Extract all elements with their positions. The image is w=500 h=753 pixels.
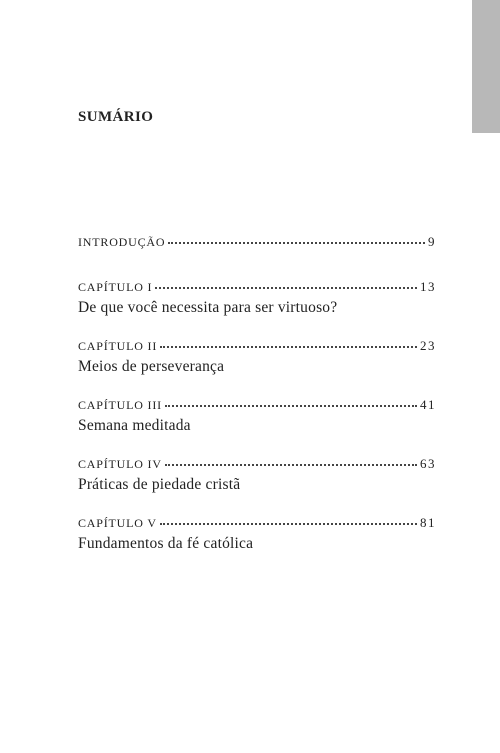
toc-label: CAPÍTULO V <box>78 516 157 530</box>
dot-leader <box>160 345 417 348</box>
dot-leader <box>155 286 417 289</box>
toc-line <box>78 337 436 355</box>
dot-leader <box>165 463 417 466</box>
toc-entry-chapter-2 <box>78 337 436 377</box>
toc-label: INTRODUÇÃO <box>78 235 166 249</box>
toc-page-number: 23 <box>420 338 436 353</box>
chapter-title: Meios de perseverança <box>78 358 225 375</box>
chapter-title: Semana meditada <box>78 417 191 434</box>
toc-label: CAPÍTULO I <box>78 280 153 294</box>
toc-entry-chapter-5 <box>78 514 436 554</box>
dot-leader <box>168 241 425 244</box>
chapter-title: De que você necessita para ser virtuoso? <box>78 299 338 316</box>
toc-line <box>78 455 436 473</box>
toc-page-number: 13 <box>420 279 436 294</box>
toc-page-number: 63 <box>420 456 436 471</box>
toc-entry-chapter-3 <box>78 396 436 436</box>
toc-line <box>78 396 436 414</box>
toc-entry-chapter-4 <box>78 455 436 495</box>
toc-line <box>78 233 436 251</box>
toc-page-number: 9 <box>428 234 436 249</box>
toc-label: CAPÍTULO II <box>78 339 158 353</box>
toc-line <box>78 514 436 532</box>
chapter-title: Fundamentos da fé católica <box>78 535 254 552</box>
toc-entry-introduction <box>78 233 436 251</box>
toc-label: CAPÍTULO III <box>78 398 162 412</box>
page-title: SUMÁRIO <box>78 109 154 125</box>
toc-label: CAPÍTULO IV <box>78 457 162 471</box>
dot-leader <box>160 522 417 525</box>
toc-page-number: 81 <box>420 515 436 530</box>
toc-entry-chapter-1 <box>78 278 436 318</box>
dot-leader <box>165 404 417 407</box>
chapter-title: Práticas de piedade cristã <box>78 476 241 493</box>
page-edge-tab <box>472 0 500 133</box>
toc-page-number: 41 <box>420 397 436 412</box>
toc-line <box>78 278 436 296</box>
table-of-contents <box>78 233 436 573</box>
